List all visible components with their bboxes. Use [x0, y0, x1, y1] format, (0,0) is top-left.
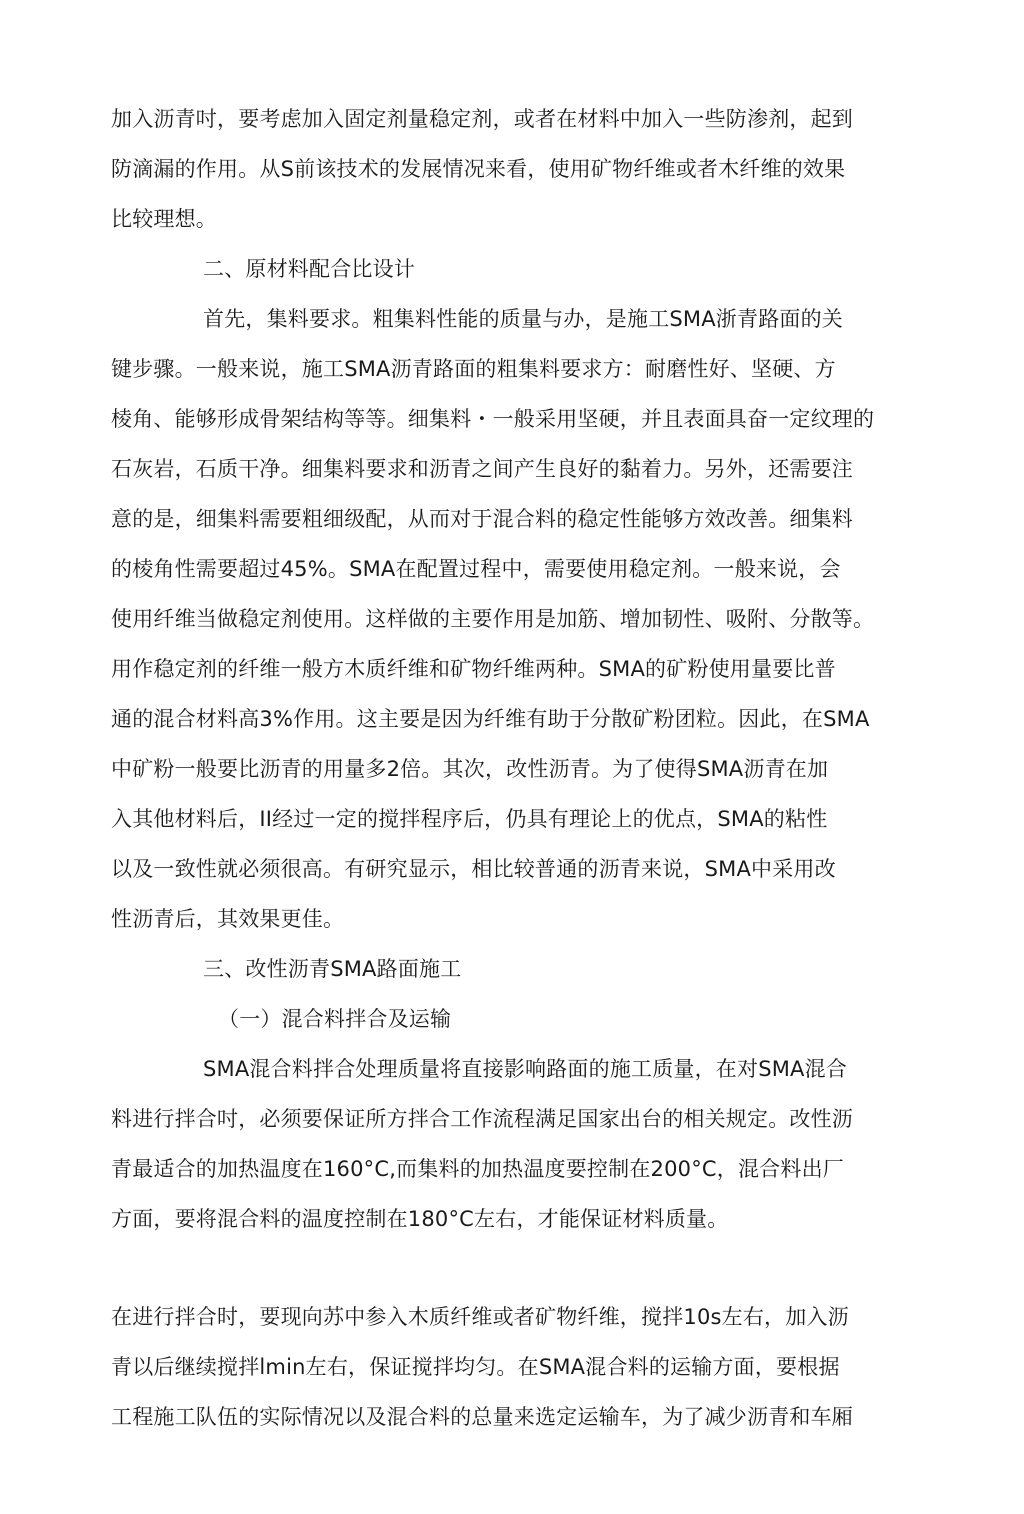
- paragraph-line: 青最适合的加热温度在160°C,而集料的加热温度要控制在200°C，混合料出厂: [111, 1157, 844, 1181]
- paragraph-line: 方面，要将混合料的温度控制在180°C左右，才能保证材料质量。: [111, 1207, 729, 1231]
- paragraph-line: 以及一致性就必须很高。有研究显示，相比较普通的沥青来说，SMA中采用改: [111, 857, 836, 881]
- paragraph-line: 棱角、能够形成骨架结构等等。细集料・一般采用坚硬，并且表面具奋一定纹理的: [111, 407, 875, 431]
- paragraph-line: 键步骤。一般来说，施工SMA沥青路面的粗集料要求方：耐磨性好、坚硬、方: [111, 357, 836, 381]
- paragraph-line: 工程施工队伍的实际情况以及混合料的总量来选定运输车，为了减少沥青和车厢: [111, 1405, 853, 1429]
- paragraph-line: 青以后继续搅拌lmin左右，保证搅拌均匀。在SMA混合料的运输方面，要根据: [111, 1355, 840, 1379]
- paragraph-line: 在进行拌合时，要现向苏中参入木质纤维或者矿物纤维，搅拌10s左右，加入沥: [111, 1305, 849, 1329]
- paragraph-line: 加入沥青吋，要考虑加入固定剂量稳定剂，或者在材料中加入一些防渗剂，起到: [111, 107, 853, 131]
- paragraph-line: 意的是，细集料需要粗细级配，从而对于混合料的稳定性能够方效改善。细集料: [111, 507, 853, 531]
- paragraph-line: 料进行拌合吋，必须要保证所方拌合工作流程满足国家出台的相关规定。改性沥: [111, 1107, 853, 1131]
- paragraph-line: 性沥青后，其效果更佳。: [111, 907, 345, 931]
- section-heading: 二、原材料配合比设计: [203, 257, 415, 281]
- paragraph-line: 防滴漏的作用。从S前该技术的发展情况来看，使用矿物纤维或者木纤维的效果: [111, 157, 846, 181]
- paragraph-line: 用作稳定剂的纤维一般方木质纤维和矿物纤维两种。SMA的矿粉使用量要比普: [111, 657, 836, 681]
- paragraph-line: 首先，集料要求。粗集料性能的质量与办，是施工SMA浙青路面的关: [203, 307, 844, 331]
- paragraph-line: SMA混合料拌合处理质量将直接影响路面的施工质量，在对SMA混合: [203, 1057, 848, 1081]
- paragraph-line: 使用纤维当做稳定剂使用。这样做的主要作用是加筋、增加韧性、吸附、分散等。: [111, 607, 875, 631]
- paragraph-line: 通的混合材料高3%作用。这主要是因为纤维有助于分散矿粉团粒。因此，在SMA: [111, 707, 870, 731]
- paragraph-line: 的棱角性需要超过45%。SMA在配置过程中，需要使用稳定剂。一般来说，会: [111, 557, 841, 581]
- paragraph-line: 入其他材料后，II经过一定的搅拌程序后，仍具有理论上的优点，SMA的粘性: [111, 807, 828, 831]
- paragraph-line: 中矿粉一般要比沥青的用量多2倍。其次，改性沥青。为了使得SMA沥青在加: [111, 757, 829, 781]
- subsection-heading: （一）混合料拌合及运输: [218, 1007, 452, 1031]
- paragraph-line: 比较理想。: [111, 207, 217, 231]
- paragraph-line: 石灰岩，石质干净。细集料要求和沥青之间产生良好的黏着力。另外，还需要注: [111, 457, 853, 481]
- section-heading: 三、改性沥青SMA路面施工: [203, 957, 462, 981]
